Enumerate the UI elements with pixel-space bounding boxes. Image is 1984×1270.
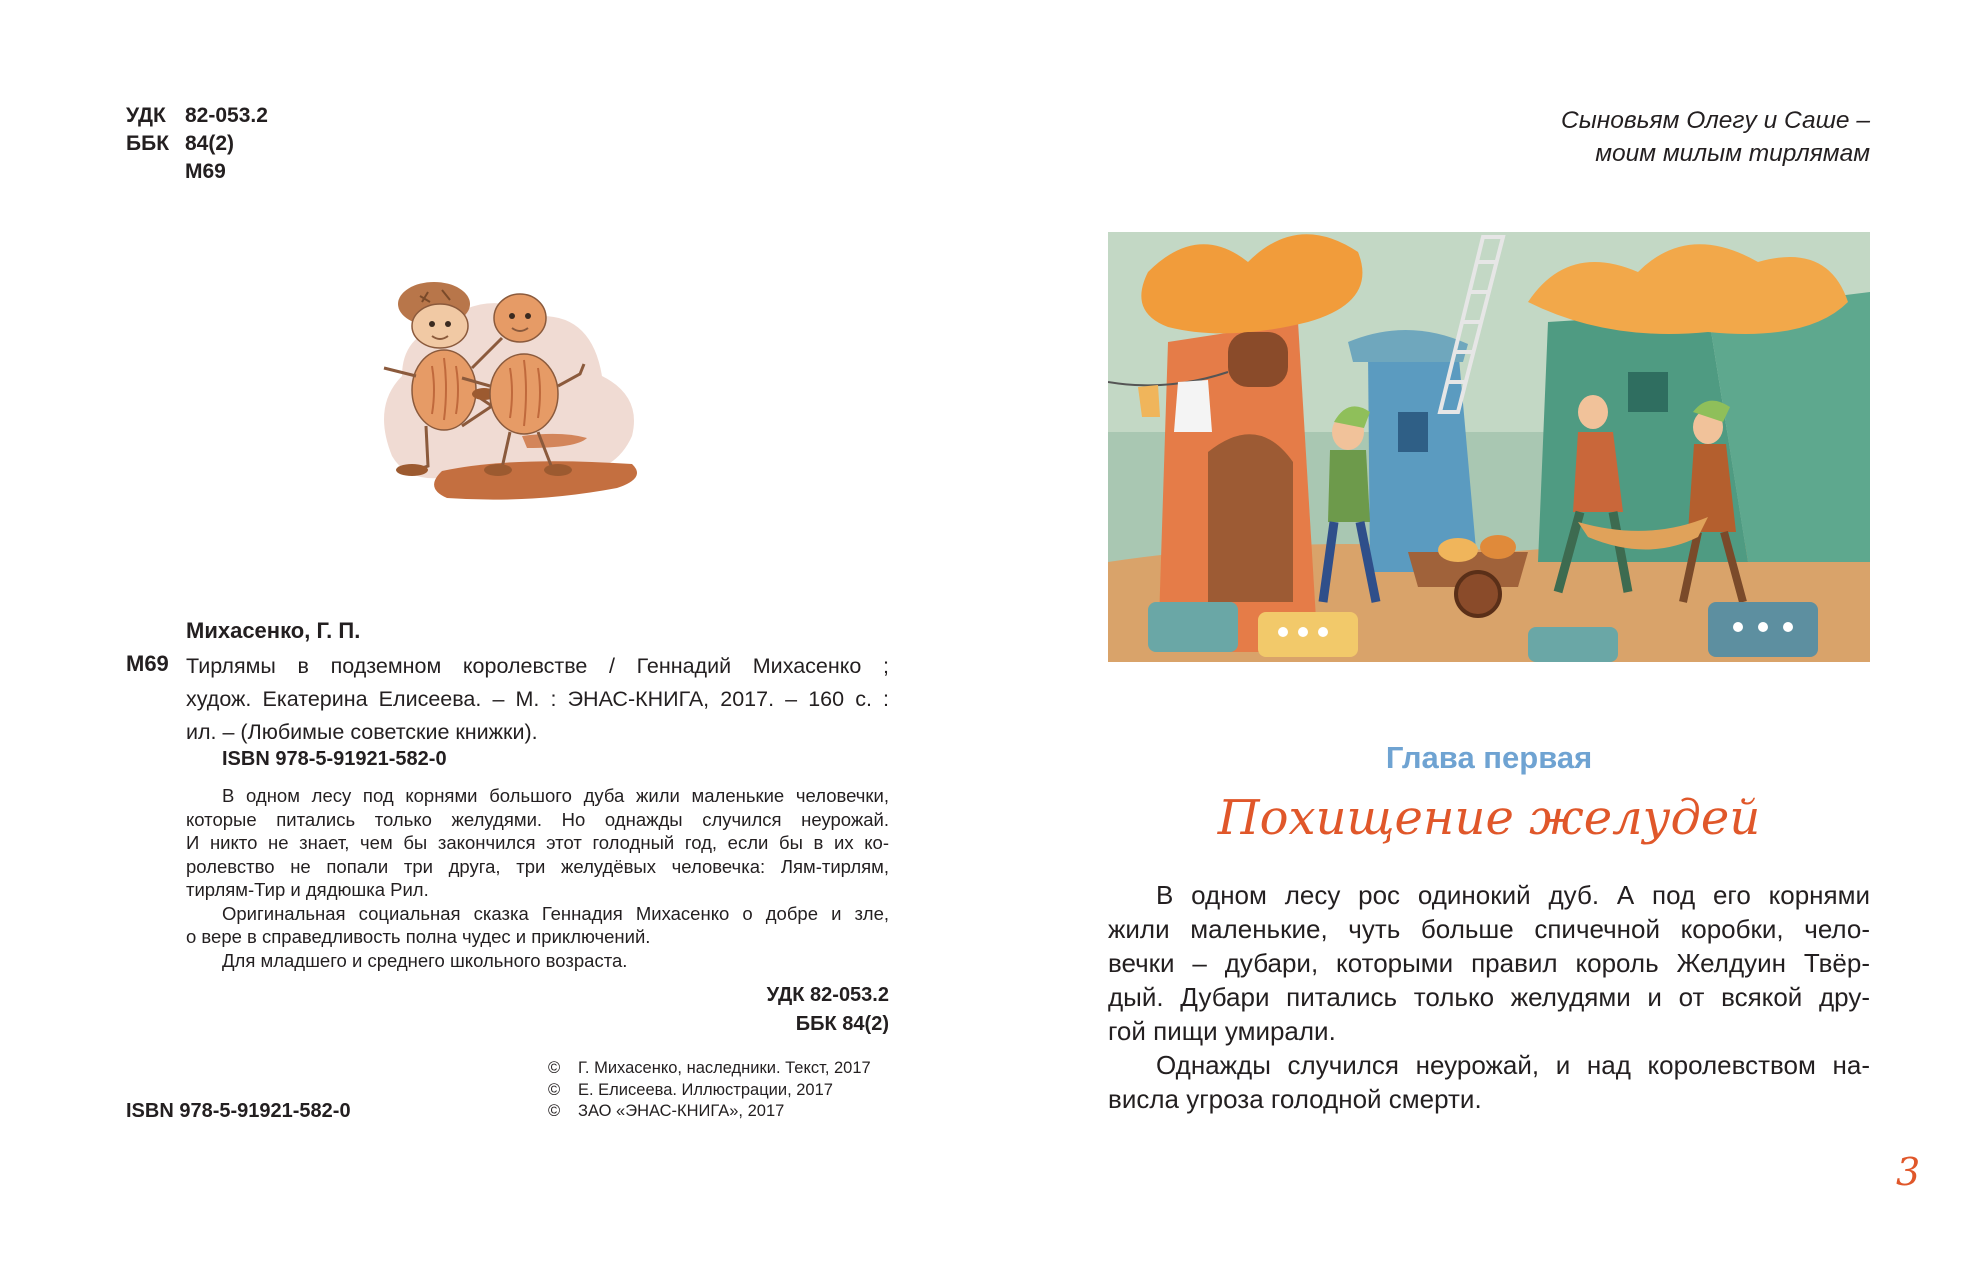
dedication-line: моим милым тирлямам [1595, 140, 1870, 167]
bibliography-line: худож. Екатерина Елисеева. – М. : ЭНАС-КНИГА, 2017. – 160 с. : [186, 687, 889, 711]
udk-bbk-bottom [767, 981, 889, 1039]
dedication-line: Сыновьям Олегу и Саше – [1561, 107, 1870, 134]
story-line: В одном лесу рос одинокий дуб. А под его корнями [1156, 880, 1870, 910]
author-sign-line: М69 [185, 160, 226, 183]
story-line: висла угроза голодной смерти. [1108, 1084, 1482, 1114]
annotation-line: которые питались только желудями. Но однажды случился неурожай. [186, 808, 889, 830]
annotation-line: В одном лесу под корнями большого дуба жили маленькие человечки, [222, 785, 889, 806]
annotation-line: ролевство не попали три друга, три желудёвых человечка: Лям-тирлям, [186, 855, 889, 877]
story-line: дый. Дубари питались только желудями и от всякой дру- [1108, 982, 1870, 1012]
bibliography-line: ил. – (Любимые советские книжки). [186, 720, 538, 744]
book-annotation [186, 784, 889, 972]
copyright-symbol: © [548, 1102, 561, 1120]
udk-line: УДК 82-053.2 [126, 104, 268, 127]
copyright-line: © ЗАО «ЭНАС-КНИГА», 2017 [548, 1101, 871, 1123]
isbn-bottom: ISBN 978-5-91921-582-0 [126, 1100, 351, 1122]
copyright-symbol: © [548, 1059, 561, 1077]
story-text [1108, 878, 1870, 1116]
annotation-line: о вере в справедливость полна чудес и приключений. [186, 926, 651, 947]
bbk-bottom: ББК 84(2) [795, 1013, 889, 1035]
copyright-block [548, 1058, 871, 1123]
chapter-title: Похищение желудей [1217, 790, 1761, 846]
acorn-characters-illustration [362, 256, 652, 526]
story-line: Однажды случился неурожай, и над королевством на- [1156, 1050, 1870, 1080]
udk-bottom: УДК 82-053.2 [766, 984, 889, 1006]
copyright-line: © Е. Елисеева. Иллюстрации, 2017 [548, 1080, 871, 1102]
bibliography-code: М69 [126, 651, 169, 676]
dedication [1561, 104, 1870, 170]
chapter-label: Глава первая [1385, 740, 1593, 775]
story-line: вечки – дубари, которыми правил король Желдуин Твёр- [1108, 948, 1870, 978]
bibliography-line: Тирлямы в подземном королевстве / Геннадий Михасенко ; [186, 654, 889, 678]
annotation-line: тирлям-Тир и дядюшка Рил. [186, 879, 429, 900]
chapter-illustration [1108, 232, 1870, 662]
page-number: 3 [1896, 1150, 1921, 1194]
annotation-line: И никто не знает, чем бы закончился этот голодный год, если бы в их ко- [186, 832, 889, 853]
bibliography-isbn: ISBN 978-5-91921-582-0 [222, 748, 447, 770]
annotation-line: Оригинальная социальная сказка Геннадия Михасенко о добре и зле, [222, 902, 889, 924]
copyright-symbol: © [548, 1080, 561, 1099]
bibliography-description [186, 650, 889, 749]
story-line: гой пищи умирали. [1108, 1016, 1336, 1046]
annotation-line: Для младшего и среднего школьного возраста. [222, 949, 628, 971]
bibliography-author: Михасенко, Г. П. [186, 618, 361, 643]
bbk-line: ББК 84(2) [126, 132, 235, 155]
story-line: жили маленькие, чуть больше спичечной коробки, чело- [1108, 914, 1870, 944]
copyright-line: © Г. Михасенко, наследники. Текст, 2017 [548, 1058, 871, 1080]
